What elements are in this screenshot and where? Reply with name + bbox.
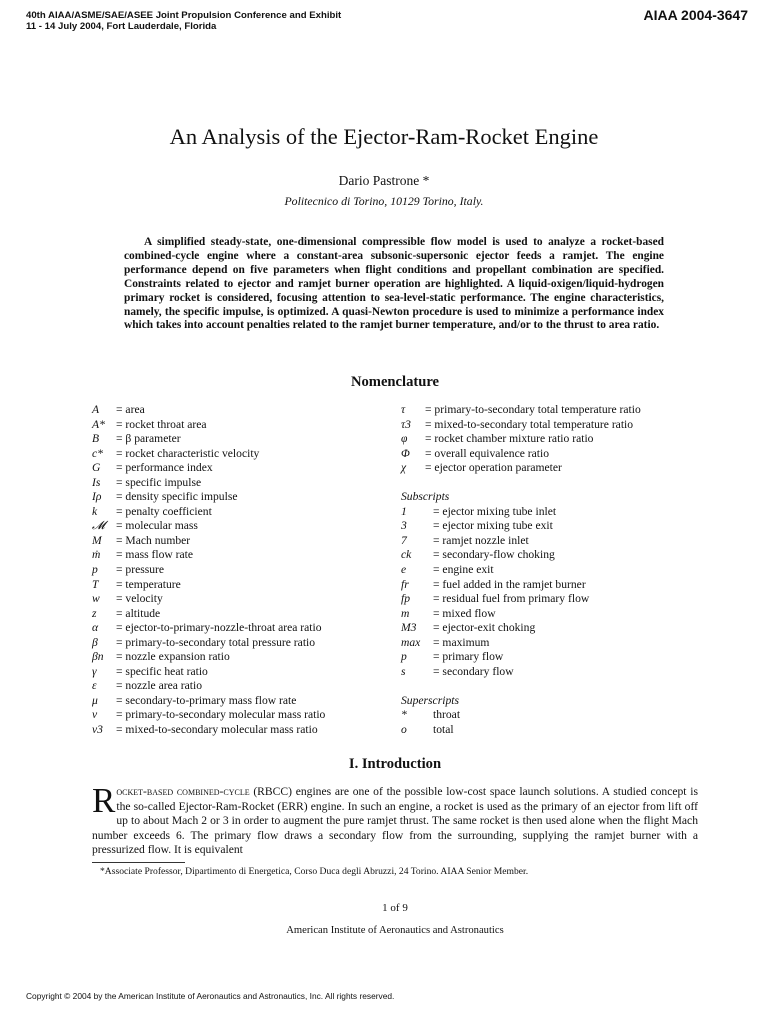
nomenclature-definition: = nozzle area ratio — [116, 679, 203, 693]
nomenclature-entry — [92, 490, 392, 505]
nomenclature-symbol: c* — [92, 446, 103, 460]
intro-lead-smallcaps: ocket-based combined-cycle — [116, 785, 250, 798]
nomenclature-entry — [92, 723, 392, 738]
conference-header — [26, 10, 341, 32]
nomenclature-symbol: Iρ — [92, 490, 102, 504]
nomenclature-entry — [92, 476, 392, 491]
nomenclature-symbol: w — [92, 592, 100, 606]
nomenclature-symbol: max — [401, 635, 421, 649]
nomenclature-definition: = molecular mass — [116, 519, 198, 533]
nomenclature-entry — [401, 548, 731, 563]
nomenclature-definition: = mixed-to-secondary molecular mass ratio — [116, 723, 318, 737]
nomenclature-symbol: τ — [401, 403, 406, 416]
nomenclature-symbol: B — [92, 432, 100, 446]
nomenclature-right-column — [401, 403, 731, 738]
footnote-rule — [92, 862, 185, 863]
nomenclature-symbol: p — [401, 650, 407, 664]
nomenclature-symbol: β — [92, 635, 98, 649]
nomenclature-definition: = specific heat ratio — [116, 664, 208, 678]
nomenclature-definition: = pressure — [116, 563, 165, 577]
drop-cap: R — [92, 781, 116, 820]
nomenclature-symbol: Is — [92, 475, 101, 489]
nomenclature-entry — [92, 548, 392, 563]
nomenclature-entry — [92, 592, 392, 607]
nomenclature-symbol: γ — [92, 664, 97, 678]
nomenclature-definition: = rocket chamber mixture ratio ratio — [425, 432, 594, 446]
nomenclature-definition: = ejector operation parameter — [425, 461, 562, 475]
nomenclature-entry — [92, 578, 392, 593]
nomenclature-entry — [401, 432, 731, 447]
nomenclature-entry — [401, 708, 731, 723]
nomenclature-symbol: G — [92, 461, 101, 475]
nomenclature-definition: = Mach number — [116, 533, 191, 547]
nomenclature-definition: = density specific impulse — [116, 490, 238, 504]
nomenclature-entry — [401, 534, 731, 549]
nomenclature-definition: = mixed flow — [433, 606, 496, 620]
nomenclature-entry — [92, 432, 392, 447]
nomenclature-definition: = nozzle expansion ratio — [116, 650, 230, 664]
nomenclature-entry — [401, 461, 731, 476]
nomenclature-heading: Nomenclature — [350, 374, 440, 390]
nomenclature-symbol: e — [401, 563, 407, 577]
conference-date-location: 11 - 14 July 2004, Fort Lauderdale, Florida — [26, 21, 217, 32]
nomenclature-symbol: βn — [92, 650, 104, 664]
nomenclature-entry — [401, 519, 731, 534]
nomenclature-entry — [401, 505, 731, 520]
intro-body-text: (RBCC) engines are one of the possible low-cost space launch solutions. A studied concept is the so-called Ejector-Ram-Rocket (ERR) engine. In such an engine, a rocket is used as the primary of an ejector from lift off up to about Mach 2 or 3 in order to augment the pure ramjet thrust. The same rocket is then used alone when the flight Mach number exceeds 6. The primary flow draws a secondary flow from the surrounding, supplying the ramjet burner with a pressurized flow. It is equivalent — [92, 785, 698, 856]
nomenclature-definition: = rocket throat area — [116, 417, 207, 431]
nomenclature-symbol: ν — [92, 708, 98, 722]
nomenclature-symbol: * — [401, 708, 407, 722]
nomenclature-entry — [401, 418, 731, 433]
nomenclature-left-column — [92, 403, 392, 738]
nomenclature-definition: = temperature — [116, 577, 181, 591]
nomenclature-symbol: A — [92, 403, 100, 416]
nomenclature-symbol: z — [92, 606, 97, 620]
nomenclature-definition: = primary-to-secondary total pressure ratio — [116, 635, 316, 649]
nomenclature-symbol: Φ — [401, 446, 410, 460]
nomenclature-definition: = specific impulse — [116, 475, 202, 489]
spacer — [401, 476, 731, 491]
spacer — [401, 679, 731, 694]
nomenclature-symbol: μ — [92, 693, 98, 707]
copyright-notice: Copyright © 2004 by the American Institute of Aeronautics and Astronautics, Inc. All rights reserved. — [26, 991, 395, 1001]
nomenclature-entry — [401, 665, 731, 680]
nomenclature-definition: = mass flow rate — [116, 548, 194, 562]
nomenclature-entry — [401, 592, 731, 607]
nomenclature-symbol: ν3 — [92, 723, 103, 737]
nomenclature-entry — [92, 534, 392, 549]
page-number: 1 of 9 — [382, 902, 408, 914]
nomenclature-entry — [92, 418, 392, 433]
nomenclature-symbol: m — [401, 606, 410, 620]
nomenclature-symbol: fr — [401, 577, 409, 591]
nomenclature-definition: throat — [433, 708, 461, 722]
nomenclature-symbol: M — [92, 533, 102, 547]
nomenclature-entry — [401, 403, 731, 418]
nomenclature-definition: = rocket characteristic velocity — [116, 446, 260, 460]
nomenclature-entry — [401, 563, 731, 578]
subscripts-heading: Subscripts — [401, 490, 450, 504]
nomenclature-entry — [92, 563, 392, 578]
section-heading-introduction: I. Introduction — [348, 756, 442, 772]
nomenclature-definition: = mixed-to-secondary total temperature ratio — [425, 417, 634, 431]
nomenclature-symbol: 1 — [401, 504, 407, 518]
nomenclature-symbol: 3 — [401, 519, 407, 533]
nomenclature-definition: total — [433, 723, 454, 737]
nomenclature-entry — [92, 708, 392, 723]
nomenclature-entry — [92, 607, 392, 622]
nomenclature-definition: = maximum — [433, 635, 490, 649]
nomenclature-symbol: k — [92, 504, 98, 518]
conference-name: 40th AIAA/ASME/SAE/ASEE Joint Propulsion Conference and Exhibit — [26, 10, 342, 21]
nomenclature-definition: = ejector-to-primary-nozzle-throat area ratio — [116, 621, 322, 635]
paper-id: AIAA 2004-3647 — [643, 7, 748, 23]
author-affiliation: Politecnico di Torino, 10129 Torino, Italy. — [284, 194, 484, 208]
nomenclature-symbol: M3 — [401, 621, 417, 635]
nomenclature-symbol: fp — [401, 592, 411, 606]
nomenclature-entry — [92, 519, 392, 534]
nomenclature-definition: = fuel added in the ramjet burner — [433, 577, 586, 591]
nomenclature-symbol: T — [92, 577, 99, 591]
nomenclature-symbol: A* — [92, 417, 105, 431]
nomenclature-definition: = velocity — [116, 592, 163, 606]
nomenclature-symbol: φ — [401, 432, 408, 446]
nomenclature-definition: = primary flow — [433, 650, 504, 664]
nomenclature-definition: = secondary-flow choking — [433, 548, 555, 562]
nomenclature-entry — [92, 650, 392, 665]
author-name: Dario Pastrone * — [338, 173, 430, 188]
nomenclature-entry — [92, 665, 392, 680]
nomenclature-symbol: s — [401, 664, 406, 678]
nomenclature-definition: = β parameter — [116, 432, 181, 446]
nomenclature-definition: = secondary flow — [433, 664, 514, 678]
nomenclature-definition: = overall equivalence ratio — [425, 446, 550, 460]
nomenclature-definition: = altitude — [116, 606, 161, 620]
nomenclature-entry — [401, 650, 731, 665]
nomenclature-definition: = performance index — [116, 461, 213, 475]
nomenclature-symbol: o — [401, 723, 407, 737]
nomenclature-entry — [92, 447, 392, 462]
nomenclature-symbol: τ3 — [401, 417, 411, 431]
nomenclature-definition: = ejector-exit choking — [433, 621, 536, 635]
nomenclature-symbol: 7 — [401, 533, 407, 547]
nomenclature-symbol: χ — [401, 461, 407, 475]
footnote: *Associate Professor, Dipartimento di Energetica, Corso Duca degli Abruzzi, 24 Torino. AIAA Senior Member. — [100, 866, 529, 877]
nomenclature-entry — [401, 636, 731, 651]
nomenclature-entry — [401, 621, 731, 636]
nomenclature-entry — [92, 694, 392, 709]
nomenclature-definition: = penalty coefficient — [116, 504, 212, 518]
nomenclature-entry — [401, 607, 731, 622]
nomenclature-entry — [92, 505, 392, 520]
nomenclature-definition: = ejector mixing tube exit — [433, 519, 553, 533]
nomenclature-entry — [92, 679, 392, 694]
nomenclature-symbol: p — [92, 563, 98, 577]
nomenclature-entry — [92, 636, 392, 651]
nomenclature-entry — [401, 447, 731, 462]
superscripts-heading: Superscripts — [401, 693, 459, 707]
publisher-line: American Institute of Aeronautics and Astronautics — [286, 925, 504, 936]
nomenclature-definition: = ejector mixing tube inlet — [433, 504, 557, 518]
nomenclature-definition: = primary-to-secondary molecular mass ratio — [116, 708, 326, 722]
nomenclature-definition: = ramjet nozzle inlet — [433, 533, 529, 547]
nomenclature-symbol: ck — [401, 548, 412, 562]
nomenclature-symbol: 𝓜 — [92, 519, 105, 533]
introduction-paragraph — [92, 781, 698, 858]
nomenclature-entry — [92, 403, 392, 418]
nomenclature-definition: = area — [116, 403, 145, 416]
nomenclature-entry — [401, 723, 731, 738]
nomenclature-definition: = engine exit — [433, 563, 494, 577]
nomenclature-entry — [92, 621, 392, 636]
nomenclature-symbol: ṁ — [92, 548, 101, 562]
nomenclature-definition: = residual fuel from primary flow — [433, 592, 590, 606]
nomenclature-definition: = secondary-to-primary mass flow rate — [116, 693, 297, 707]
abstract: A simplified steady-state, one-dimensional compressible flow model is used to analyze a rocket-based combined-cycle engine where a constant-area subsonic-supersonic ejector feeds a ramjet. The engine performance depend on five parameters when flight conditions and propellant combination are specified. Constraints related to ejector and ramjet burner operation are highlighted. A liquid-oxigen/liquid-hydrogen primary rocket is considered, focusing attention to sea-level-static performance. The engine characteristics, namely, the specific impulse, is optimized. A quasi-Newton procedure is used to minimize a performance index which takes into account penalties related to the ramjet burner temperature, and/or to the thrust to area ratio. — [124, 236, 664, 332]
nomenclature-entry — [92, 461, 392, 476]
nomenclature-entry — [401, 578, 731, 593]
nomenclature-symbol: α — [92, 621, 99, 635]
nomenclature-definition: = primary-to-secondary total temperature ratio — [425, 403, 641, 416]
paper-title: An Analysis of the Ejector-Ram-Rocket Engine — [169, 124, 599, 149]
nomenclature-symbol: ε — [92, 679, 97, 693]
